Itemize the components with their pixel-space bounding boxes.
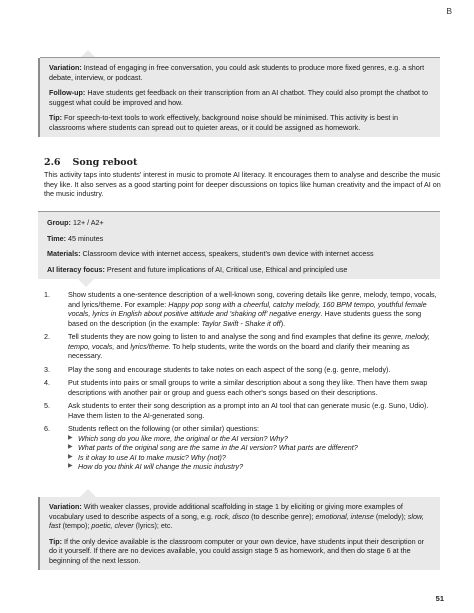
variation-label: Variation: [49,502,82,511]
section-number: 2.6 [44,157,61,168]
question-item [68,434,442,444]
variation-example: rock, disco [214,511,250,521]
followup-label: Follow-up: [49,88,86,97]
group-row [47,218,430,228]
step-text: . Have students guess the song based on the description (in the example: [68,309,422,328]
procedure-step [44,424,442,472]
step-terms: lyrics/theme [130,341,169,351]
time-row [47,234,430,244]
section-intro: This activity taps into students' interest in music to promote AI literacy. It encourages them to analyse and describe the music they like. It also serves as a good starting point for deeper discussions on topics like human creativity and the impact of AI on the music industry. [44,170,441,198]
variation-tip-box-top [38,58,440,137]
step-text: Show students a one-sentence description of a well-known song, covering details like genre, melody, tempo, vocals, and lyrics/theme. For example: [68,290,437,309]
step-number: 5. [44,401,50,410]
step-text: Put students into pairs or small groups to write a similar description about a song they like. Then have them swap descriptions with another pair or group and guess each other's songs based on their descriptions. [68,378,428,397]
step-text: . To help students, write the words on the board and clarify their meaning as necessary. [68,341,410,360]
section-heading [44,157,137,170]
step-text: Students reflect on the following (or other similar) questions: [68,424,259,433]
page-section-marker: B [446,6,452,16]
step-number: 6. [44,424,50,433]
variation-text: (lyrics); etc. [133,521,173,530]
tip-paragraph [49,537,430,566]
procedure-list [44,290,442,476]
variation-label: Variation: [49,63,82,72]
question-text: What parts of the original song are the same in the AI version? What parts are different? [78,443,358,452]
triangle-bullet-icon: ▶ [68,453,73,460]
step-text: Tell students they are now going to listen to and analyse the song and find examples that define its [68,332,383,341]
variation-text: (to describe genre); [249,511,316,521]
triangle-bullet-icon: ▶ [68,434,73,441]
step-text: ). [280,318,286,328]
focus-label: AI literacy focus: [47,264,105,274]
variation-paragraph [49,63,430,82]
step-number: 3. [44,364,50,374]
step-answer: Taylor Swift - Shake it off [201,318,281,328]
step-text: Play the song and encourage students to take notes on each aspect of the song (e.g. genre, melody). [68,364,391,374]
step-number: 4. [44,378,50,387]
variation-text: (melody); [373,511,408,521]
procedure-step [44,378,442,397]
focus-value: Present and future implications of AI, Critical use, Ethical and principled use [104,264,348,274]
group-label: Group: [47,218,71,227]
question-item [68,462,442,472]
question-text: Which song do you like more, the original or the AI version? Why? [78,433,288,443]
followup-paragraph [49,88,430,107]
reflection-questions [68,434,442,472]
activity-info-box [38,211,440,279]
variation-text: Instead of engaging in free conversation, you could ask students to produce more fixed genres, e.g. a short debate, interview, or podcast. [49,63,425,82]
procedure-step [44,290,442,328]
materials-value: Classroom device with internet access, speakers, student's own device with internet access [80,249,374,258]
followup-text: Have students get feedback on their transcription from an AI chatbot. They could also prompt the chatbot to suggest what could be improved and how. [49,88,428,107]
section-title: Song reboot [72,157,138,168]
procedure-step [44,401,442,420]
variation-text: With weaker classes, provide additional scaffolding in stage 1 by eliciting or giving more examples of vocabulary used to describe aspects of a song, e.g. [49,502,403,521]
question-item [68,443,442,453]
tip-text: For speech-to-text tools to work effectively, background noise should be minimised. This activity is best in classrooms where students can spread out to quieter areas, or it could be assigned as homework. [49,113,399,132]
step-number: 2. [44,332,50,341]
triangle-bullet-icon: ▶ [68,463,73,469]
question-text: How do you think AI will change the music industry? [78,462,244,471]
variation-tip-box-bottom [38,497,440,570]
variation-paragraph [49,502,430,531]
time-value: 45 minutes [66,233,104,243]
materials-label: Materials: [47,249,81,258]
tip-text: If the only device available is the classroom computer or your own device, have students input their description or do it yourself. If there are no devices available, you could assign stage 5 as homework, and then do stage 6 at the beginning of the next lesson. [49,536,425,565]
tip-label: Tip: [49,536,63,546]
tip-paragraph [49,113,430,132]
triangle-bullet-icon: ▶ [68,444,73,450]
step-example: Happy pop song with a cheerful, catchy melody, 160 BPM tempo, youthful female vocals, lyrics in English about positive attitude and 'shaking off' negative energy [68,299,427,318]
materials-row [47,249,430,259]
procedure-step [44,332,442,361]
variation-example: slow, fast [49,511,424,530]
question-text: Is it okay to use AI to make music? Why (not)? [78,452,226,462]
step-number: 1. [44,290,50,299]
variation-example: poetic, clever [91,521,134,530]
step-text: and [114,341,131,351]
page-number: 51 [435,594,444,603]
step-terms: genre, melody, tempo, vocals, [68,332,430,351]
variation-example: emotional, intense [315,511,374,521]
time-label: Time: [47,233,67,243]
procedure-step [44,365,442,375]
variation-text: (tempo); [60,521,92,530]
step-text: Ask students to enter their song description as a prompt into an AI tool that can generate music (e.g. Suno, Udio). Have them listen to the AI-generated song. [68,401,429,420]
group-value: 12+ / A2+ [70,218,104,227]
question-item [68,453,442,463]
tip-label: Tip: [49,113,63,122]
focus-row [47,265,430,275]
